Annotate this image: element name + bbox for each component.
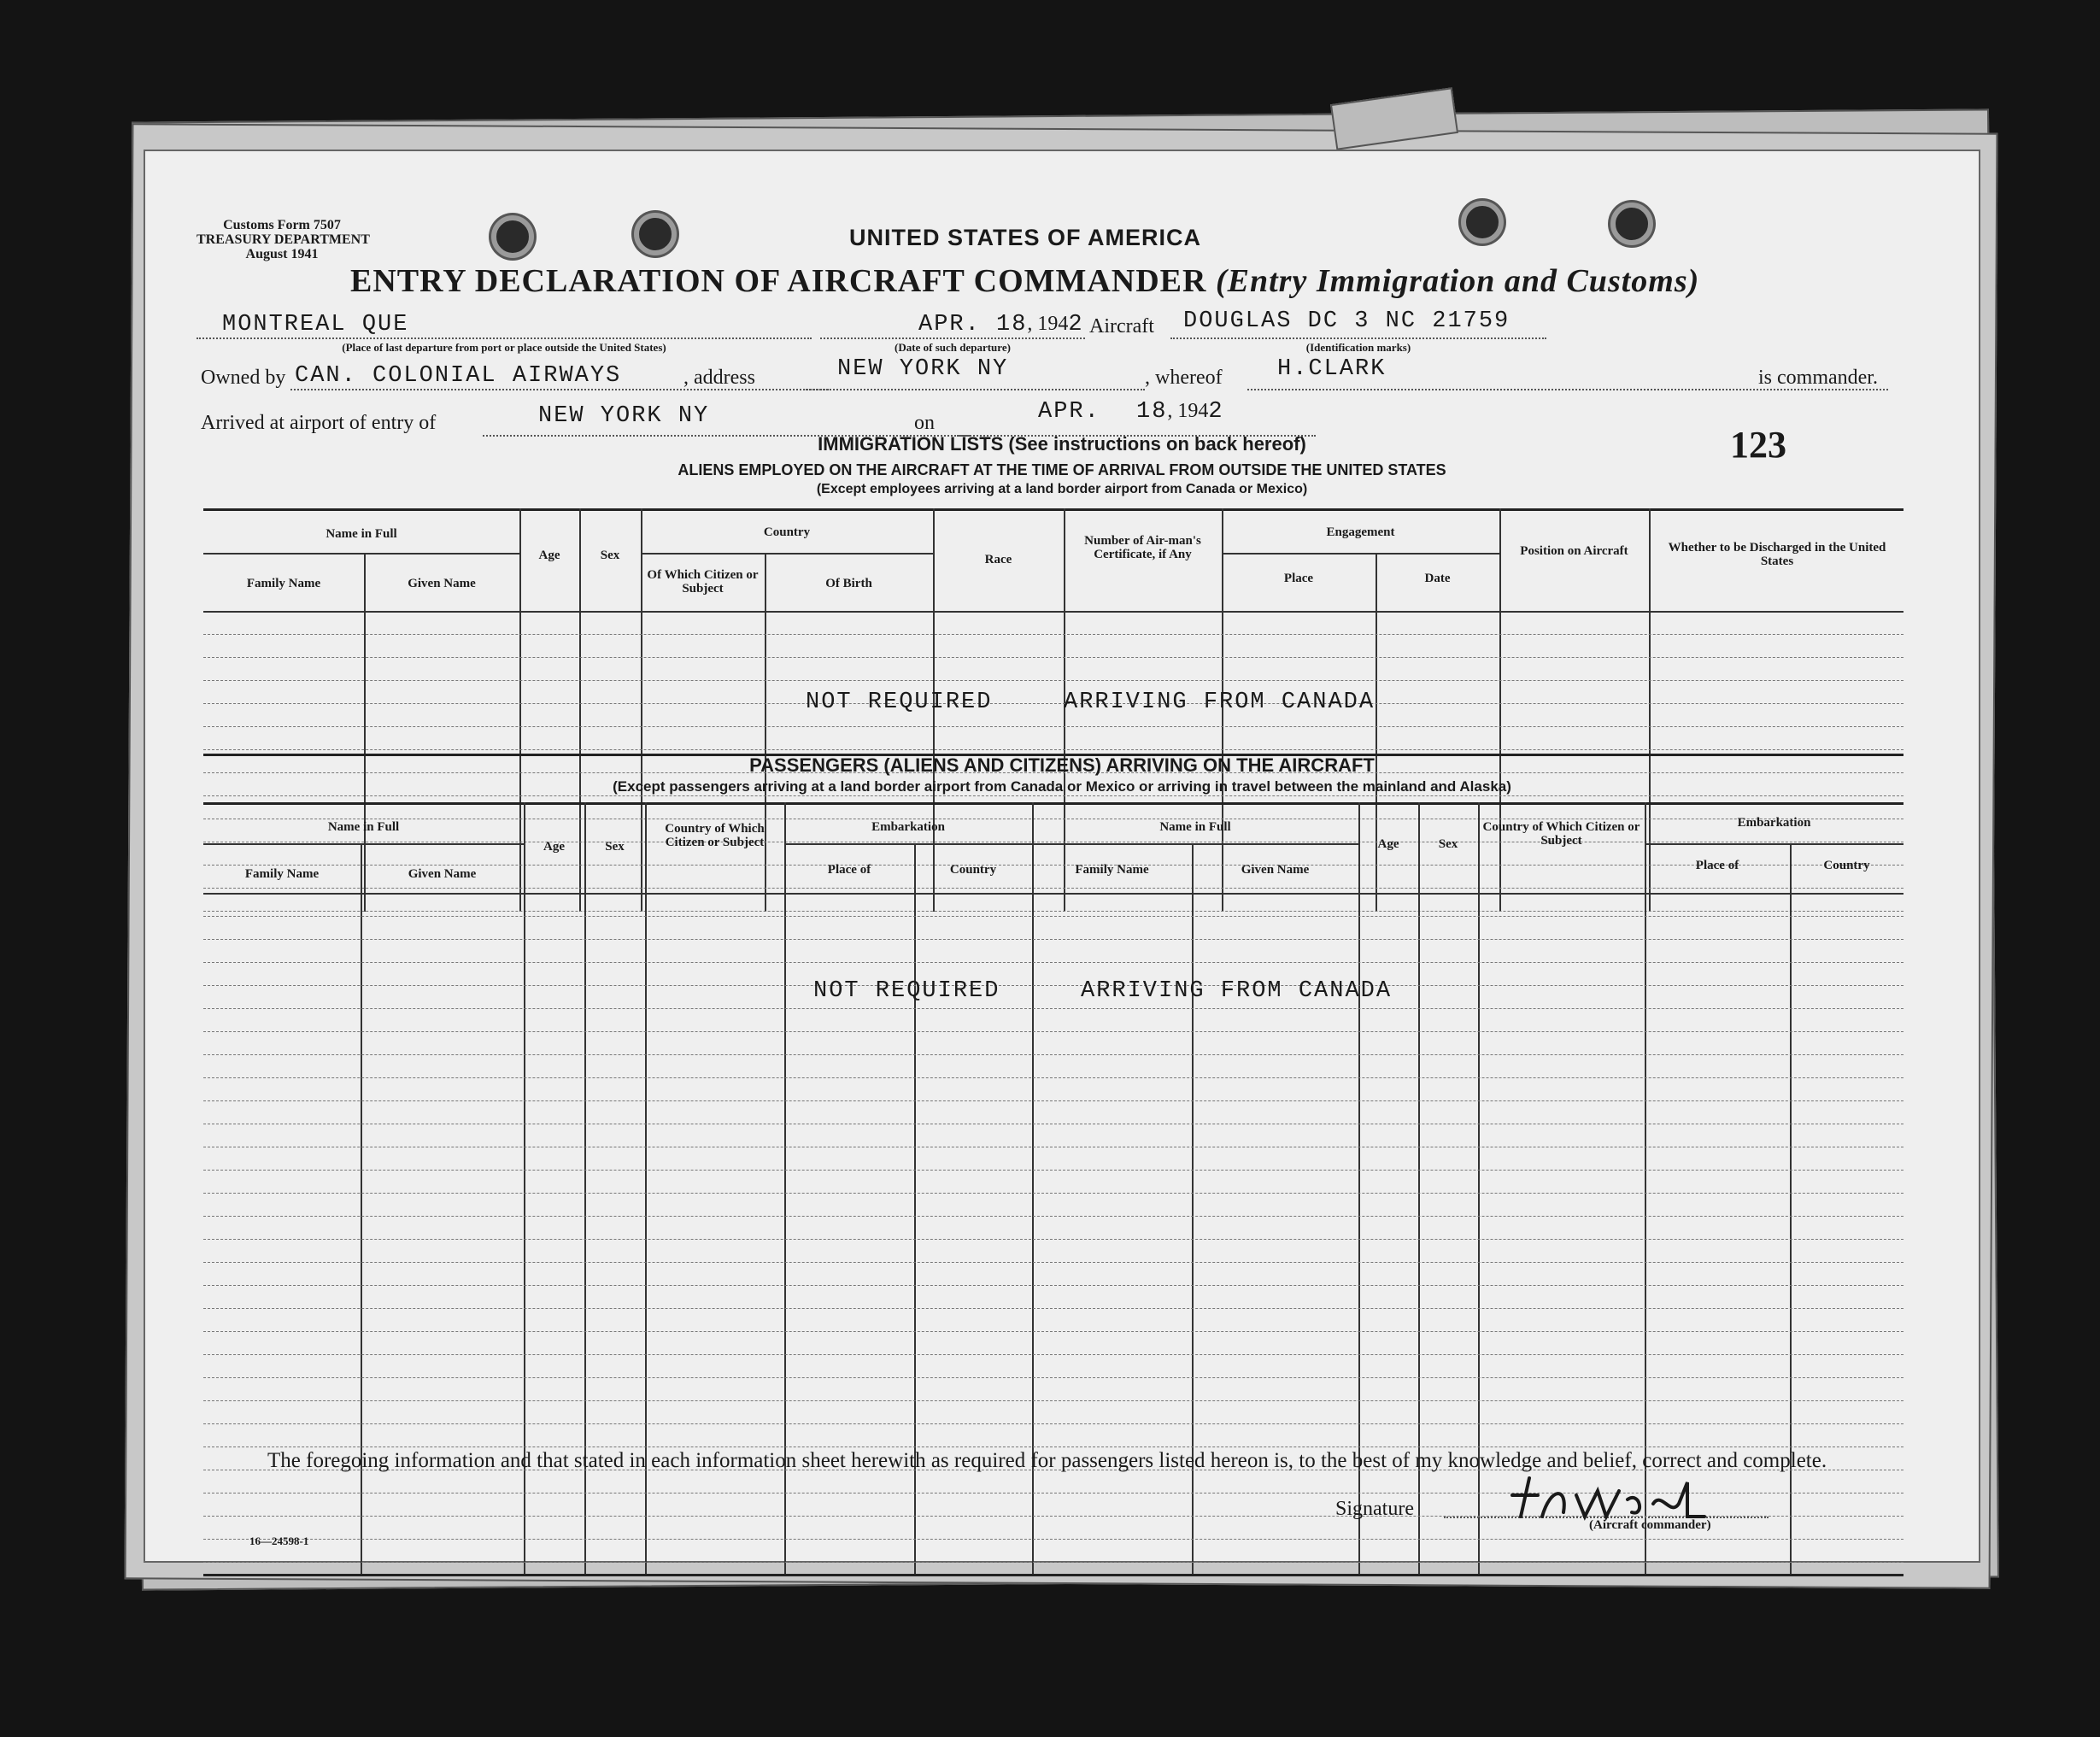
col-divider [364,553,366,912]
ruled-line [203,888,1903,889]
pcol-embarkation: Embarkation [871,820,945,834]
pcol-given-name-2: Given Name [1241,863,1310,877]
ruled-line [203,1423,1903,1424]
departure-date [918,312,1084,337]
arrival-date [1038,399,1224,425]
ruled-line [203,1308,1903,1309]
ruled-line [203,1539,1903,1540]
pcol-name-in-full: Name in Full [327,820,400,834]
aircraft-id: DOUGLAS DC 3 NC 21759 [1183,308,1510,334]
title-sub: (Entry Immigration and Customs) [1215,263,1700,299]
ruled-line [203,1400,1903,1401]
ruled-line [203,726,1903,727]
page-title [350,262,1699,300]
ruled-line [203,703,1903,704]
ruled-line [203,1008,1903,1009]
sub-divider [1032,843,1358,845]
department: TREASURY DEPARTMENT [197,232,370,247]
col-engagement: Engagement [1326,525,1395,539]
sub-divider [1645,843,1903,845]
arrival-year-suffix: 2 [1208,399,1224,425]
pcol-sex-2: Sex [1438,837,1458,851]
sub-divider [203,843,524,845]
ruled-line [203,1285,1903,1286]
pcol-country-citizen: Country of Which Citizen or Subject [665,822,765,849]
address-line [803,389,1145,390]
col-divider [1376,553,1377,912]
aircraft-label: Aircraft [1089,315,1154,337]
binder-hole-icon [1610,202,1653,245]
immigration-title: IMMIGRATION LISTS (See instructions on back hereof) [818,433,1306,455]
departure-date-caption: (Date of such departure) [895,341,1011,354]
departure-line [197,337,812,339]
aliens-arriving-from: ARRIVING FROM CANADA [1064,690,1376,715]
col-family-name: Family Name [246,577,321,590]
col-divider [1499,508,1501,912]
col-divider [1649,508,1651,912]
signature-caption: (Aircraft commander) [1589,1518,1711,1532]
ruled-line [203,1216,1903,1217]
col-position: Position on Aircraft [1520,544,1628,558]
pcol-country-citizen-2: Country of Which Citizen or Subject [1482,820,1640,848]
sub-divider [641,553,933,555]
ruled-line [203,634,1903,635]
owned-by-label: Owned by [201,367,286,389]
binder-hole-icon [1461,201,1504,244]
ruled-line [203,916,1903,917]
col-sex: Sex [600,549,620,562]
col-name-in-full: Name in Full [326,527,397,541]
ruled-line [203,1239,1903,1240]
ruled-line [203,1054,1903,1055]
whereof-label: , whereof [1145,367,1223,389]
pcol-given-name: Given Name [408,867,477,881]
is-commander-label: is commander. [1758,367,1878,389]
pcol-age: Age [543,840,565,854]
aliens-title: ALIENS EMPLOYED ON THE AIRCRAFT AT THE TIME OF ARRIVAL FROM OUTSIDE THE UNITED STATES [678,461,1446,478]
ruled-line [203,962,1903,963]
arrival-day: 18 [1136,399,1168,425]
form-number: Customs Form 7507 [223,218,341,232]
pcol-country-2: Country [1823,859,1870,872]
ruled-line [203,1100,1903,1101]
arrival-year-prefix: , 194 [1167,400,1209,422]
pcol-age-2: Age [1377,837,1399,851]
aircraft-line [1170,337,1546,339]
col-place: Place [1283,572,1314,585]
ruled-line [203,1193,1903,1194]
form-date: August 1941 [245,247,319,261]
col-country: Country [763,525,811,539]
pcol-place-of: Place of [827,863,871,877]
binder-hole-icon [634,213,677,255]
aliens-note: (Except employees arriving at a land border airport from Canada or Mexico) [816,482,1308,496]
departure-date-line [820,337,1085,339]
departure-year-suffix: 2 [1068,312,1084,337]
title-main: ENTRY DECLARATION OF AIRCRAFT COMMANDER [350,263,1207,299]
passengers-table-bottom [203,1574,1903,1576]
ruled-line [203,795,1903,796]
passengers-title: PASSENGERS (ALIENS AND CITIZENS) ARRIVING ON THE AIRCRAFT [749,754,1375,776]
sub-divider [203,553,519,555]
passengers-arriving-from: ARRIVING FROM CANADA [1081,978,1393,1004]
pcol-name-in-full-2: Name in Full [1159,820,1231,834]
pcol-embarkation-2: Embarkation [1737,816,1811,830]
aircraft-caption: (Identification marks) [1305,341,1411,354]
departure-month-day: APR. 18 [918,312,1028,337]
pcol-family-name-2: Family Name [1075,863,1149,877]
ruled-line [203,657,1903,658]
arrival-airport: NEW YORK NY [538,403,710,429]
col-citizen-of: Of Which Citizen or Subject [647,568,759,596]
passengers-table-top [203,802,1903,805]
passengers-header-bottom [203,893,1903,895]
ruled-line [203,985,1903,986]
ruled-line [203,1170,1903,1171]
ruled-line [203,1262,1903,1263]
aliens-not-required: NOT REQUIRED [806,690,993,715]
owner-name: CAN. COLONIAL AIRWAYS [295,363,622,389]
departure-place: MONTREAL QUE [222,312,409,337]
pcol-sex: Sex [605,840,625,854]
ruled-line [203,1562,1903,1563]
address-label: , address [683,367,755,389]
col-date: Date [1424,572,1451,585]
arrival-month: APR. [1038,399,1100,425]
pcol-place-of-2: Place of [1695,859,1739,872]
col-divider [519,508,521,912]
col-discharged: Whether to be Discharged in the United States [1668,541,1886,568]
col-of-birth: Of Birth [825,577,872,590]
pcol-country: Country [949,863,997,877]
departure-place-caption: (Place of last departure from port or place outside the United States) [342,341,666,354]
print-code: 16—24598-1 [249,1535,309,1547]
entry-number: 123 [1730,424,1786,466]
passengers-not-required: NOT REQUIRED [813,978,1000,1004]
form-info [197,218,370,261]
pcol-family-name: Family Name [244,867,320,881]
col-divider [765,553,766,912]
sub-divider [1222,553,1499,555]
ruled-line [203,911,1903,912]
ruled-line [203,1077,1903,1078]
passengers-note: (Except passengers arriving at a land border airport from Canada or Mexico or arriving in travel between the mainland and Alaska) [613,778,1511,795]
sub-divider [784,843,1032,845]
country-heading: UNITED STATES OF AMERICA [849,225,1201,250]
ruled-line [203,939,1903,940]
ruled-line [203,1377,1903,1378]
ruled-line [203,1031,1903,1032]
binder-hole-icon [491,215,534,258]
col-certificate: Number of Air-man's Certificate, if Any [1084,534,1201,561]
ruled-line [203,680,1903,681]
ruled-line [203,1331,1903,1332]
certification-text: The foregoing information and that stated in each information sheet herewith as required for passengers listed hereon is, to the best of my knowledge and belief, correct and complete. [267,1449,1827,1472]
arrival-on-label: on [914,412,935,434]
arrival-label: Arrived at airport of entry of [201,412,437,434]
commander-name: H.CLARK [1277,356,1387,382]
col-age: Age [538,549,560,562]
col-given-name: Given Name [408,577,476,590]
col-race: Race [984,553,1012,566]
ruled-line [203,749,1903,750]
signature-label: Signature [1335,1498,1414,1520]
form-page [144,150,1980,1563]
ruled-line [203,1354,1903,1355]
departure-year-prefix: , 194 [1027,313,1069,335]
owner-address: NEW YORK NY [837,356,1009,382]
